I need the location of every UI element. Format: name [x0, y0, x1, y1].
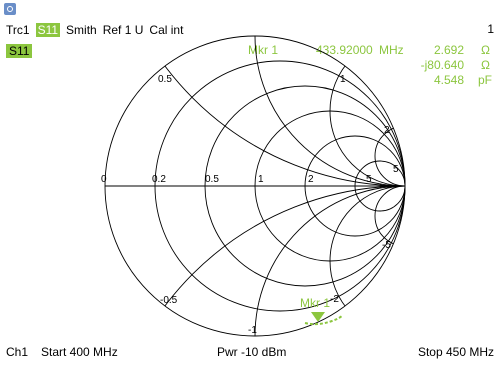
reactance-label: 0.5	[158, 74, 172, 85]
smith-labels	[101, 74, 399, 336]
trace-tag[interactable]: S11	[6, 44, 32, 58]
marker-frequency-unit: MHz	[379, 43, 404, 57]
start-frequency[interactable]: Start 400 MHz	[41, 345, 118, 359]
marker-imag-unit: Ω	[481, 58, 490, 72]
resistance-label: 1	[258, 174, 264, 185]
param-label[interactable]: S11	[37, 22, 59, 37]
reactance-arc	[255, 186, 500, 370]
marker-real-unit: Ω	[481, 43, 490, 57]
resistance-label: 0	[101, 174, 107, 185]
marker-imag: -j80.640	[420, 58, 464, 72]
source-power[interactable]: Pwr -10 dBm	[217, 345, 287, 359]
reactance-label: -5	[382, 240, 391, 251]
resistance-label: 2	[308, 174, 314, 185]
ref-label[interactable]: Ref 1 U	[102, 22, 144, 37]
marker-capacitance-unit: pF	[477, 73, 492, 87]
reactance-arc	[330, 186, 480, 336]
trace-line	[305, 316, 342, 324]
marker-symbol[interactable]	[305, 312, 342, 324]
trace-count: 1	[487, 22, 494, 36]
marker-readout-name[interactable]: Mkr 1	[248, 43, 278, 57]
reactance-label: 5	[393, 164, 399, 175]
marker-plot-label: Mkr 1	[300, 296, 330, 310]
channel-label[interactable]: Ch1	[6, 345, 29, 359]
resistance-label: 0.5	[205, 174, 219, 185]
marker-capacitance: 4.548	[433, 73, 464, 87]
reactance-arc	[330, 36, 480, 186]
reactance-label: -2	[330, 294, 339, 305]
reactance-arc	[102, 0, 500, 186]
smith-grid	[102, 0, 500, 370]
reactance-label: -1	[248, 325, 257, 336]
marker-frequency: 433.92000	[316, 43, 373, 57]
reactance-arc	[255, 0, 500, 186]
stop-frequency[interactable]: Stop 450 MHz	[417, 345, 494, 359]
marker-real: 2.692	[433, 43, 464, 57]
reactance-label: -0.5	[160, 295, 178, 306]
resistance-label: 0.2	[152, 174, 166, 185]
trace-label[interactable]: Trc1	[6, 22, 30, 37]
resistance-label: 5	[366, 174, 372, 185]
reactance-label: 1	[340, 74, 346, 85]
reactance-arc	[105, 186, 500, 370]
cal-label[interactable]: Cal int	[149, 22, 184, 37]
marker-triangle-icon	[311, 312, 325, 322]
reactance-label: 2	[384, 125, 390, 136]
format-label[interactable]: Smith	[66, 22, 97, 37]
